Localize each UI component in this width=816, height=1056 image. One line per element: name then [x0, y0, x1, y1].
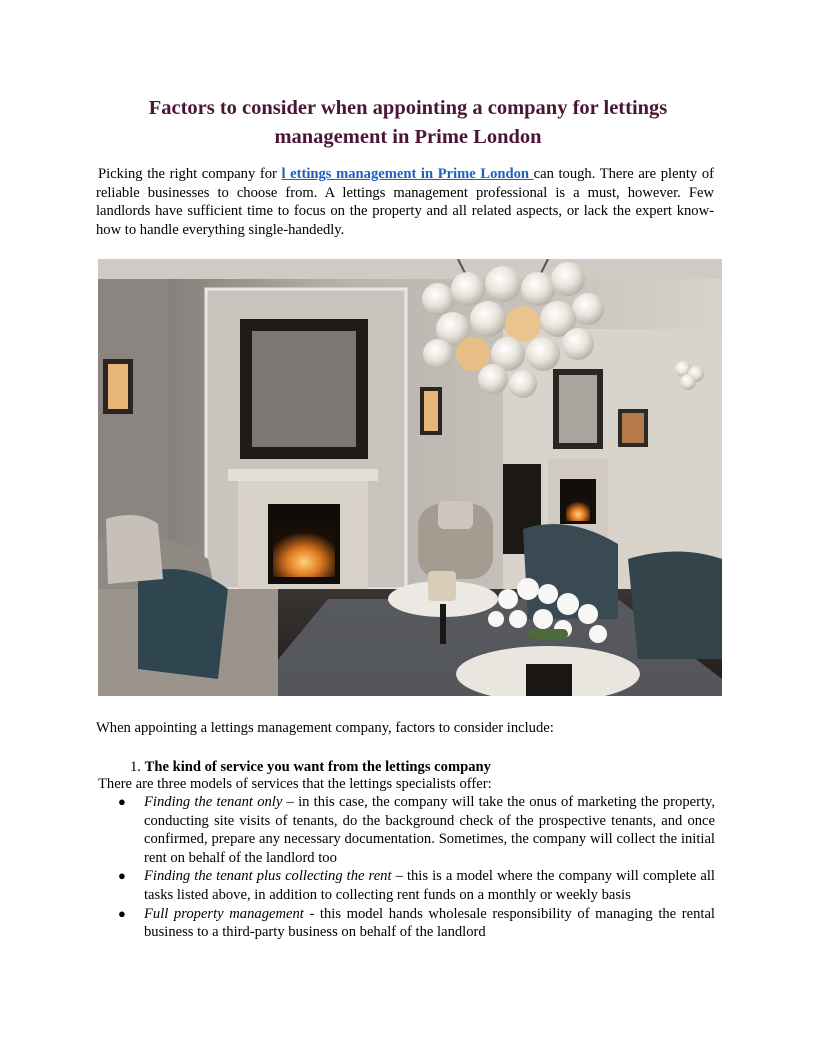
living-room-photo [98, 259, 722, 696]
bullet-icon: ● [118, 868, 126, 884]
list-item [96, 867, 715, 904]
list-number: 1. [130, 759, 141, 775]
intro-text-start: Picking the right company for [98, 166, 282, 182]
intro-paragraph [96, 165, 714, 239]
bullet-term: Finding the tenant plus collecting the rent [144, 868, 392, 885]
factors-intro: When appointing a lettings management company, factors to consider include: [96, 720, 554, 736]
numbered-list-item [130, 759, 491, 776]
list-item [96, 905, 715, 942]
models-intro: There are three models of services that the lettings specialists offer: [98, 776, 492, 792]
intro-text-end: can tough. There are plenty of reliable businesses to choose from. A lettings management professional is a must, however. Few landlords have sufficient time to focus on the property and all related aspects, or lack the expert know-how to handle everything single-handedly. [96, 166, 714, 238]
list-heading: The kind of service you want from the lettings company [144, 759, 491, 775]
bullet-term: Finding the tenant only [144, 794, 283, 810]
bullet-text: – in this case, the company will take the onus of marketing the property, conducting site visits of tenants, do the background check of the prospective tenants, and once confirmed, prepare any necessary documentation. Sometimes, the company will collect the initial rent on behalf of the landlord too [144, 794, 716, 866]
bullet-icon: ● [118, 794, 126, 809]
bullet-text: - this model hands wholesale responsibility of managing the rental business to a third-party business on behalf of the landlord [144, 905, 715, 941]
service-models-list [96, 793, 715, 942]
lettings-management-link[interactable]: l ettings management in Prime London [281, 166, 534, 182]
bullet-text: – this is a model where the company will complete all tasks listed above, in addition to collecting rent funds on a monthly or weekly basis [144, 868, 715, 903]
bullet-term: Full property management [144, 905, 304, 922]
list-item [96, 793, 715, 867]
bullet-icon: ● [118, 905, 126, 921]
page-title: Factors to consider when appointing a company for lettings management in Prime London [148, 97, 668, 148]
